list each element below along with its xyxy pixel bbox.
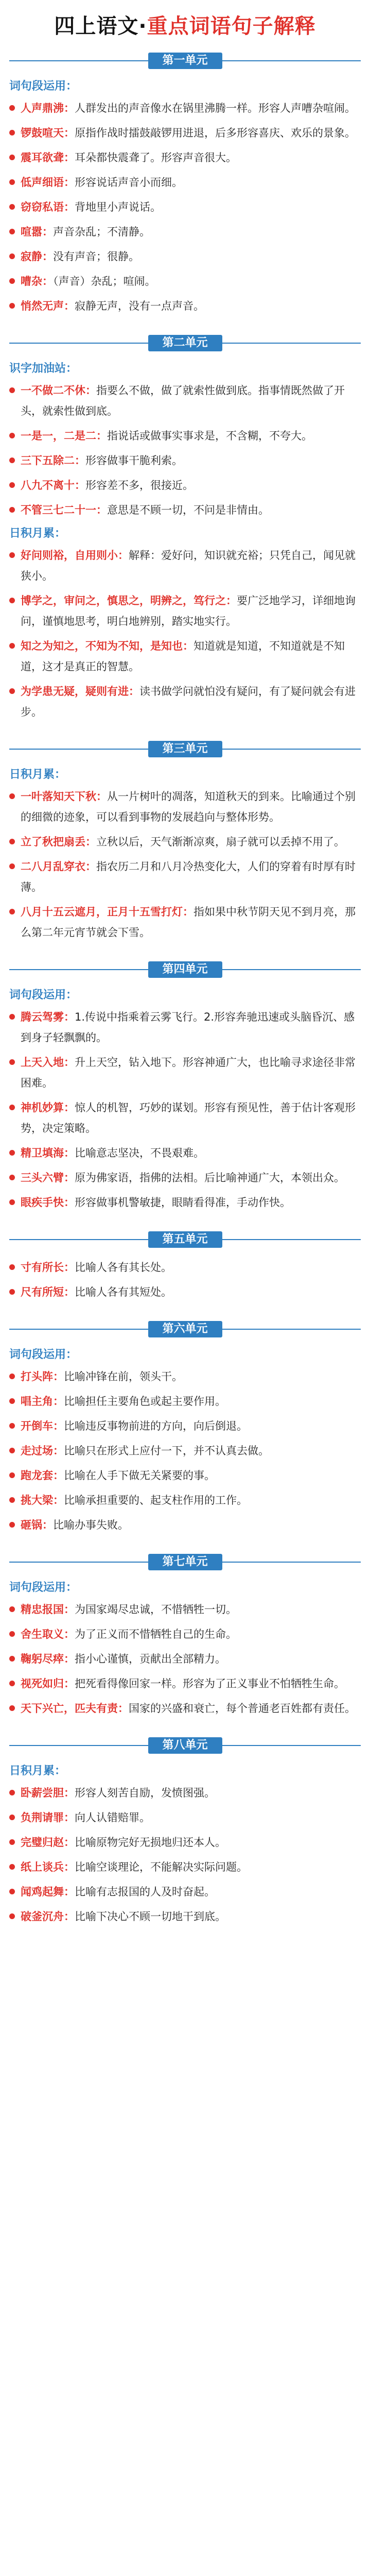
title-accent: 重点词语句子解释 <box>147 14 316 38</box>
entry-definition: 读书做学问就怕没有疑问，有了疑问就会有进步。 <box>21 685 356 718</box>
entry-item <box>9 296 361 316</box>
entry-item <box>9 98 361 118</box>
entry-term: 低声细语： <box>21 176 75 189</box>
entry-definition: 意思是不顾一切，不问是非情由。 <box>107 504 269 516</box>
bullet-dot-icon <box>9 433 15 438</box>
bullet-dot-icon <box>9 1448 15 1453</box>
entry-item <box>9 1366 361 1387</box>
entry-definition: 比喻意志坚决，不畏艰难。 <box>75 1147 204 1159</box>
entry-term: 天下兴亡，匹夫有责： <box>21 1702 129 1715</box>
entry-term: 人声鼎沸： <box>21 102 75 114</box>
bullet-dot-icon <box>9 155 15 160</box>
entry-item <box>9 545 361 586</box>
entry-term: 窃窃私语： <box>21 201 75 213</box>
entry-definition: 把死看得像回家一样。形容为了正义事业不怕牺牲生命。 <box>75 1677 345 1690</box>
entry-item <box>9 172 361 193</box>
units-container <box>9 52 361 1927</box>
entry-term: 一叶落知天下秋： <box>21 790 107 803</box>
bullet-dot-icon <box>9 507 15 513</box>
entry-definition: 比喻下决心不顾一切地干到底。 <box>75 1910 226 1923</box>
entry-item <box>9 1783 361 1803</box>
entry-term: 舍生取义： <box>21 1628 75 1640</box>
bullet-dot-icon <box>9 1705 15 1711</box>
entry-term: 走过场： <box>21 1445 64 1457</box>
entry-term: 博学之，审问之，慎思之，明辨之，笃行之： <box>21 595 237 607</box>
entry-item <box>9 1698 361 1719</box>
bullet-dot-icon <box>9 387 15 393</box>
entry-definition: 比喻空谈理论，不能解决实际问题。 <box>75 1861 248 1873</box>
entry-definition: 要广泛地学习，详细地询问，谨慎地思考，明白地辨别，踏实地实行。 <box>21 595 356 628</box>
bullet-dot-icon <box>9 1631 15 1637</box>
entry-term: 喧嚣： <box>21 226 53 238</box>
title-main: 四上语文· <box>54 14 147 38</box>
entry-term: 寂静： <box>21 250 53 263</box>
entry-item <box>9 1515 361 1535</box>
bullet-dot-icon <box>9 457 15 463</box>
unit-block <box>9 1230 361 1302</box>
entry-definition: 向人认错赔罪。 <box>75 1811 150 1824</box>
bullet-dot-icon <box>9 1014 15 1020</box>
bullet-dot-icon <box>9 1105 15 1110</box>
bullet-dot-icon <box>9 688 15 694</box>
section-label: 词句段运用： <box>9 989 78 1002</box>
entry-item <box>9 856 361 897</box>
bullet-dot-icon <box>9 1472 15 1478</box>
entry-item <box>9 475 361 496</box>
unit-header <box>9 334 361 352</box>
entry-item <box>9 1440 361 1461</box>
bullet-dot-icon <box>9 105 15 111</box>
entry-definition: 声音杂乱；不清静。 <box>53 226 150 238</box>
entry-term: 砸锅： <box>21 1519 53 1531</box>
entry-item <box>9 1257 361 1278</box>
bullet-dot-icon <box>9 278 15 284</box>
entry-definition: 背地里小声说话。 <box>75 201 161 213</box>
bullet-dot-icon <box>9 1423 15 1429</box>
entry-term: 唱主角： <box>21 1395 64 1408</box>
entry-term: 锣鼓喧天： <box>21 127 75 139</box>
entry-term: 为学患无疑，疑则有进： <box>21 685 139 698</box>
entry-item <box>9 1192 361 1213</box>
entry-definition: 形容做事干脆利索。 <box>85 454 183 467</box>
entry-term: 神机妙算： <box>21 1101 75 1114</box>
entry-term: 寸有所长： <box>21 1261 75 1274</box>
unit-block <box>9 334 361 722</box>
entry-definition: 比喻人各有其长处。 <box>75 1261 172 1274</box>
entry-definition: 从一片树叶的凋落，知道秋天的到来。比喻通过个别的细微的迹象，可以看到事物的发展趋向与整体形势。 <box>21 790 356 823</box>
entry-term: 震耳欲聋： <box>21 151 75 164</box>
entry-definition: 知道就是知道，不知道就是不知道，这才是真正的智慧。 <box>21 640 345 673</box>
unit-badge: 第七单元 <box>148 1554 222 1570</box>
bullet-dot-icon <box>9 1289 15 1295</box>
bullet-dot-icon <box>9 1059 15 1065</box>
entry-term: 跑龙套： <box>21 1469 64 1482</box>
unit-badge: 第八单元 <box>148 1737 222 1754</box>
entry-definition: 指小心谨慎，贡献出全部精力。 <box>75 1653 226 1665</box>
unit-badge: 第二单元 <box>148 335 222 351</box>
unit-block <box>9 1553 361 1719</box>
entry-definition: 比喻有志报国的人及时奋起。 <box>75 1886 215 1898</box>
unit-block <box>9 740 361 943</box>
entry-item <box>9 681 361 722</box>
entry-term: 悄然无声： <box>21 300 75 312</box>
entry-item <box>9 1391 361 1412</box>
entry-item <box>9 832 361 852</box>
entry-term: 三头六臂： <box>21 1172 75 1184</box>
entry-term: 不管三七二十一： <box>21 504 107 516</box>
entry-term: 精卫填海： <box>21 1147 75 1159</box>
entry-definition: 惊人的机智，巧妙的谋划。形容有预见性，善于估计客观形势，决定策略。 <box>21 1101 356 1134</box>
entry-term: 卧薪尝胆： <box>21 1787 75 1799</box>
entry-definition: 比喻人各有其短处。 <box>75 1286 172 1298</box>
entry-item <box>9 1143 361 1163</box>
entry-item <box>9 590 361 632</box>
entry-item <box>9 636 361 677</box>
entry-definition: 耳朵都快震聋了。形容声音很大。 <box>75 151 237 164</box>
unit-block <box>9 1320 361 1535</box>
entry-item <box>9 246 361 267</box>
entry-definition: 人群发出的声音像水在锅里沸腾一样。形容人声嘈杂喧闹。 <box>75 102 356 114</box>
entry-definition: 没有声音；很静。 <box>53 250 139 263</box>
entry-definition: 1.传说中指乘着云雾飞行。2.形容奔驰迅速或头脑昏沉、感到身子轻飘飘的。 <box>21 1011 355 1044</box>
entry-definition: 升上天空，钻入地下。形容神通广大，也比喻寻求途径非常困难。 <box>21 1056 356 1089</box>
bullet-dot-icon <box>9 1497 15 1503</box>
unit-header <box>9 1320 361 1338</box>
entry-term: 三下五除二： <box>21 454 85 467</box>
unit-header <box>9 1553 361 1571</box>
entry-term: 好问则裕，自用则小： <box>21 549 129 562</box>
entry-item <box>9 197 361 217</box>
unit-badge: 第五单元 <box>148 1231 222 1248</box>
bullet-dot-icon <box>9 1264 15 1270</box>
entry-definition: 指农历二月和八月冷热变化大，人们的穿着有时厚有时薄。 <box>21 860 356 893</box>
entry-item <box>9 786 361 827</box>
entry-item <box>9 1465 361 1486</box>
entry-item <box>9 902 361 943</box>
bullet-dot-icon <box>9 793 15 799</box>
entry-definition: 形容说话声音小而细。 <box>75 176 183 189</box>
section-label: 词句段运用： <box>9 80 78 93</box>
bullet-dot-icon <box>9 1522 15 1528</box>
bullet-dot-icon <box>9 253 15 259</box>
entry-item <box>9 1282 361 1302</box>
entry-item <box>9 1832 361 1853</box>
unit-block <box>9 52 361 316</box>
bullet-dot-icon <box>9 303 15 309</box>
bullet-dot-icon <box>9 229 15 234</box>
entry-definition: 寂静无声，没有一点声音。 <box>75 300 204 312</box>
entry-definition: 比喻在人手下做无关紧要的事。 <box>64 1469 215 1482</box>
entry-term: 精忠报国： <box>21 1603 75 1616</box>
entry-term: 鞠躬尽瘁： <box>21 1653 75 1665</box>
entry-definition: 比喻冲锋在前，领头干。 <box>64 1370 183 1383</box>
entry-definition: 比喻承担重要的、起支柱作用的工作。 <box>64 1494 248 1506</box>
bullet-dot-icon <box>9 1889 15 1894</box>
entry-term: 打头阵： <box>21 1370 64 1383</box>
entry-definition: 为了正义而不惜牺牲自己的生命。 <box>75 1628 237 1640</box>
entry-item <box>9 1052 361 1093</box>
entry-item <box>9 1857 361 1877</box>
bullet-dot-icon <box>9 909 15 914</box>
entry-definition: 比喻只在形式上应付一下，并不认真去做。 <box>64 1445 269 1457</box>
entry-item <box>9 222 361 242</box>
unit-header <box>9 960 361 979</box>
unit-header <box>9 1230 361 1249</box>
bullet-dot-icon <box>9 598 15 603</box>
bullet-dot-icon <box>9 1199 15 1205</box>
entry-definition: 形容人刻苦自励，发愤图强。 <box>75 1787 215 1799</box>
bullet-dot-icon <box>9 1374 15 1379</box>
entry-item <box>9 380 361 421</box>
entry-item <box>9 500 361 520</box>
bullet-dot-icon <box>9 1790 15 1795</box>
entry-term: 八月十五云遮月，正月十五雪打灯： <box>21 906 193 918</box>
entry-term: 嘈杂： <box>21 275 53 287</box>
entry-definition: （声音）杂乱；喧闹。 <box>53 275 156 287</box>
entry-item <box>9 1673 361 1694</box>
entry-definition: 指要么不做，做了就索性做到底。指事情既然做了开头，就索性做到底。 <box>21 384 345 417</box>
entry-item <box>9 1882 361 1902</box>
entry-item <box>9 147 361 168</box>
entry-item <box>9 1599 361 1620</box>
entry-item <box>9 1624 361 1645</box>
entry-definition: 解释：爱好问，知识就充裕；只凭自己，闻见就狭小。 <box>21 549 356 582</box>
bullet-dot-icon <box>9 1681 15 1686</box>
bullet-dot-icon <box>9 204 15 210</box>
unit-badge: 第一单元 <box>148 53 222 69</box>
section-label: 日积月累： <box>9 527 66 540</box>
unit-block <box>9 960 361 1213</box>
section-label: 日积月累： <box>9 1765 66 1777</box>
entry-term: 立了秋把扇丢： <box>21 836 96 848</box>
section-label: 识字加油站： <box>9 362 78 375</box>
bullet-dot-icon <box>9 1815 15 1820</box>
bullet-dot-icon <box>9 1175 15 1180</box>
bullet-dot-icon <box>9 1656 15 1662</box>
bullet-dot-icon <box>9 1150 15 1156</box>
unit-header <box>9 1736 361 1755</box>
entry-term: 二八月乱穿衣： <box>21 860 96 873</box>
entry-term: 开倒车： <box>21 1420 64 1432</box>
entry-term: 腾云驾雾： <box>21 1011 75 1023</box>
entry-term: 知之为知之，不知为不知，是知也： <box>21 640 193 652</box>
entry-definition: 为国家竭尽忠诚，不惜牺牲一切。 <box>75 1603 237 1616</box>
entry-definition: 指说话或做事实事求是，不含糊，不夸大。 <box>107 430 312 442</box>
entry-definition: 形容差不多，很接近。 <box>85 479 193 492</box>
entry-item <box>9 271 361 292</box>
entry-definition: 比喻违反事物前进的方向，向后倒退。 <box>64 1420 248 1432</box>
entry-term: 眼疾手快： <box>21 1196 75 1209</box>
bullet-dot-icon <box>9 863 15 869</box>
bullet-dot-icon <box>9 482 15 488</box>
entry-term: 完璧归赵： <box>21 1836 75 1849</box>
entry-item <box>9 1649 361 1669</box>
page-title <box>9 10 361 42</box>
entry-term: 负荆请罪： <box>21 1811 75 1824</box>
entry-definition: 指如果中秋节阴天见不到月亮，那么第二年元宵节就会下雪。 <box>21 906 356 939</box>
entry-definition: 形容做事机警敏捷，眼睛看得准，手动作快。 <box>75 1196 291 1209</box>
entry-term: 上天入地： <box>21 1056 75 1069</box>
entry-item <box>9 123 361 143</box>
entry-item <box>9 426 361 446</box>
section-label: 词句段运用： <box>9 1348 78 1361</box>
entry-term: 一是一，二是二： <box>21 430 107 442</box>
bullet-dot-icon <box>9 1864 15 1870</box>
unit-badge: 第四单元 <box>148 961 222 978</box>
entry-term: 破釜沉舟： <box>21 1910 75 1923</box>
entry-item <box>9 1807 361 1828</box>
unit-badge: 第六单元 <box>148 1321 222 1337</box>
entry-definition: 比喻办事失败。 <box>53 1519 129 1531</box>
bullet-dot-icon <box>9 552 15 558</box>
entry-definition: 立秋以后，天气渐渐凉爽，扇子就可以丢掉不用了。 <box>96 836 345 848</box>
entry-term: 八九不离十： <box>21 479 85 492</box>
bullet-dot-icon <box>9 130 15 135</box>
unit-block <box>9 1736 361 1927</box>
entry-item <box>9 1490 361 1511</box>
entry-item <box>9 1416 361 1436</box>
entry-definition: 国家的兴盛和衰亡，每个普通老百姓都有责任。 <box>129 1702 356 1715</box>
bullet-dot-icon <box>9 839 15 844</box>
unit-header <box>9 52 361 70</box>
bullet-dot-icon <box>9 1606 15 1612</box>
bullet-dot-icon <box>9 1913 15 1919</box>
entry-definition: 比喻原物完好无损地归还本人。 <box>75 1836 226 1849</box>
entry-item <box>9 1906 361 1927</box>
section-label: 日积月累： <box>9 768 66 781</box>
entry-item <box>9 450 361 471</box>
entry-term: 视死如归： <box>21 1677 75 1690</box>
entry-term: 闻鸡起舞： <box>21 1886 75 1898</box>
bullet-dot-icon <box>9 1398 15 1404</box>
entry-item <box>9 1167 361 1188</box>
entry-item <box>9 1097 361 1139</box>
section-label: 词句段运用： <box>9 1581 78 1594</box>
entry-term: 尺有所短： <box>21 1286 75 1298</box>
unit-header <box>9 740 361 758</box>
entry-definition: 原指作战时擂鼓敲锣用进退，后多形容喜庆、欢乐的景象。 <box>75 127 356 139</box>
entry-term: 一不做二不休： <box>21 384 96 397</box>
entry-definition: 比喻担任主要角色或起主要作用。 <box>64 1395 226 1408</box>
entry-term: 挑大梁： <box>21 1494 64 1506</box>
bullet-dot-icon <box>9 179 15 185</box>
entry-item <box>9 1007 361 1048</box>
entry-definition: 原为佛家语，指佛的法相。后比喻神通广大，本领出众。 <box>75 1172 345 1184</box>
bullet-dot-icon <box>9 643 15 649</box>
bullet-dot-icon <box>9 1839 15 1845</box>
entry-term: 纸上谈兵： <box>21 1861 75 1873</box>
unit-badge: 第三单元 <box>148 741 222 757</box>
